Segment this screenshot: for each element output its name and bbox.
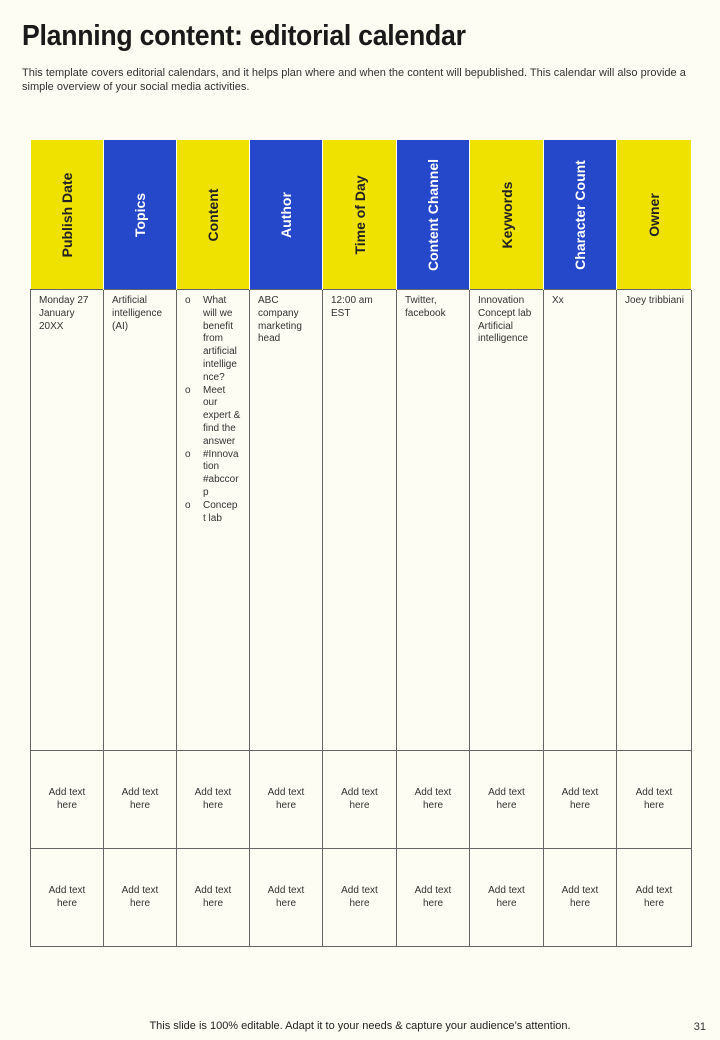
header-content: Content (177, 140, 250, 290)
placeholder-cell[interactable]: Add text here (104, 849, 177, 947)
table-row (31, 290, 692, 751)
keyword: Artificial intelligence (478, 320, 529, 345)
page-number: 31 (693, 1021, 706, 1033)
bullet-marker: o (185, 295, 191, 306)
header-owner: Owner (617, 140, 692, 290)
page-subtitle: This template covers editorial calendars, and it helps plan where and when the content will bepublished. This calendar will also provide a simple overview of your social media activities. (22, 67, 686, 93)
placeholder-cell[interactable]: Add text here (617, 751, 692, 849)
list-item: o #Innova tion #abccor p (185, 448, 239, 498)
placeholder-cell[interactable]: Add text here (544, 751, 617, 849)
bullet-marker: o (185, 448, 191, 460)
placeholder-cell[interactable]: Add text here (250, 751, 323, 849)
placeholder-cell[interactable]: Add text here (470, 849, 544, 947)
cell-time-of-day: 12:00 am EST (323, 290, 397, 751)
bullet-marker: o (185, 499, 191, 511)
placeholder-cell[interactable]: Add text here (323, 751, 397, 849)
cell-owner: Joey tribbiani (617, 290, 692, 751)
placeholder-cell[interactable]: Add text here (397, 751, 470, 849)
cell-publish-date: Monday 27 January 20XX (31, 290, 104, 751)
cell-topics: Artificial intelligence (AI) (104, 290, 177, 751)
cell-author: ABC company marketing head (250, 290, 323, 751)
placeholder-cell[interactable]: Add text here (104, 751, 177, 849)
list-item: o What will we benefit from artificial intellige nce? (185, 295, 237, 383)
table-row (31, 849, 692, 947)
placeholder-cell[interactable]: Add text here (31, 751, 104, 849)
placeholder-cell[interactable]: Add text here (617, 849, 692, 947)
cell-character-count: Xx (544, 290, 617, 751)
bullet-marker: o (185, 384, 191, 396)
placeholder-cell[interactable]: Add text here (397, 849, 470, 947)
placeholder-cell[interactable]: Add text here (177, 751, 250, 849)
placeholder-cell[interactable]: Add text here (31, 849, 104, 947)
header-content-channel: Content Channel (397, 140, 470, 290)
placeholder-cell[interactable]: Add text here (323, 849, 397, 947)
keyword: Concept lab (478, 307, 532, 319)
list-item: o Concep t lab (185, 499, 238, 524)
cell-content-channel: Twitter, facebook (397, 290, 470, 751)
placeholder-cell[interactable]: Add text here (544, 849, 617, 947)
page-title: Planning content: editorial calendar (22, 20, 466, 52)
table-row (31, 751, 692, 849)
placeholder-cell[interactable]: Add text here (177, 849, 250, 947)
content-bullet-list (185, 295, 245, 525)
header-keywords: Keywords (470, 140, 544, 290)
header-author: Author (250, 140, 323, 290)
header-publish-date: Publish Date (31, 140, 104, 290)
placeholder-cell[interactable]: Add text here (470, 751, 544, 849)
list-item: o Meet our expert & find the answer (185, 384, 241, 447)
placeholder-cell[interactable]: Add text here (250, 849, 323, 947)
cell-keywords (470, 290, 544, 751)
cell-content (177, 290, 250, 751)
header-time-of-day: Time of Day (323, 140, 397, 290)
footer-note: This slide is 100% editable. Adapt it to your needs & capture your audience’s attention. (149, 1020, 571, 1032)
header-topics: Topics (104, 140, 177, 290)
header-character-count: Character Count (544, 140, 617, 290)
header-row (31, 140, 692, 290)
keyword: Innovation (478, 295, 525, 306)
editorial-calendar-table (30, 140, 692, 947)
